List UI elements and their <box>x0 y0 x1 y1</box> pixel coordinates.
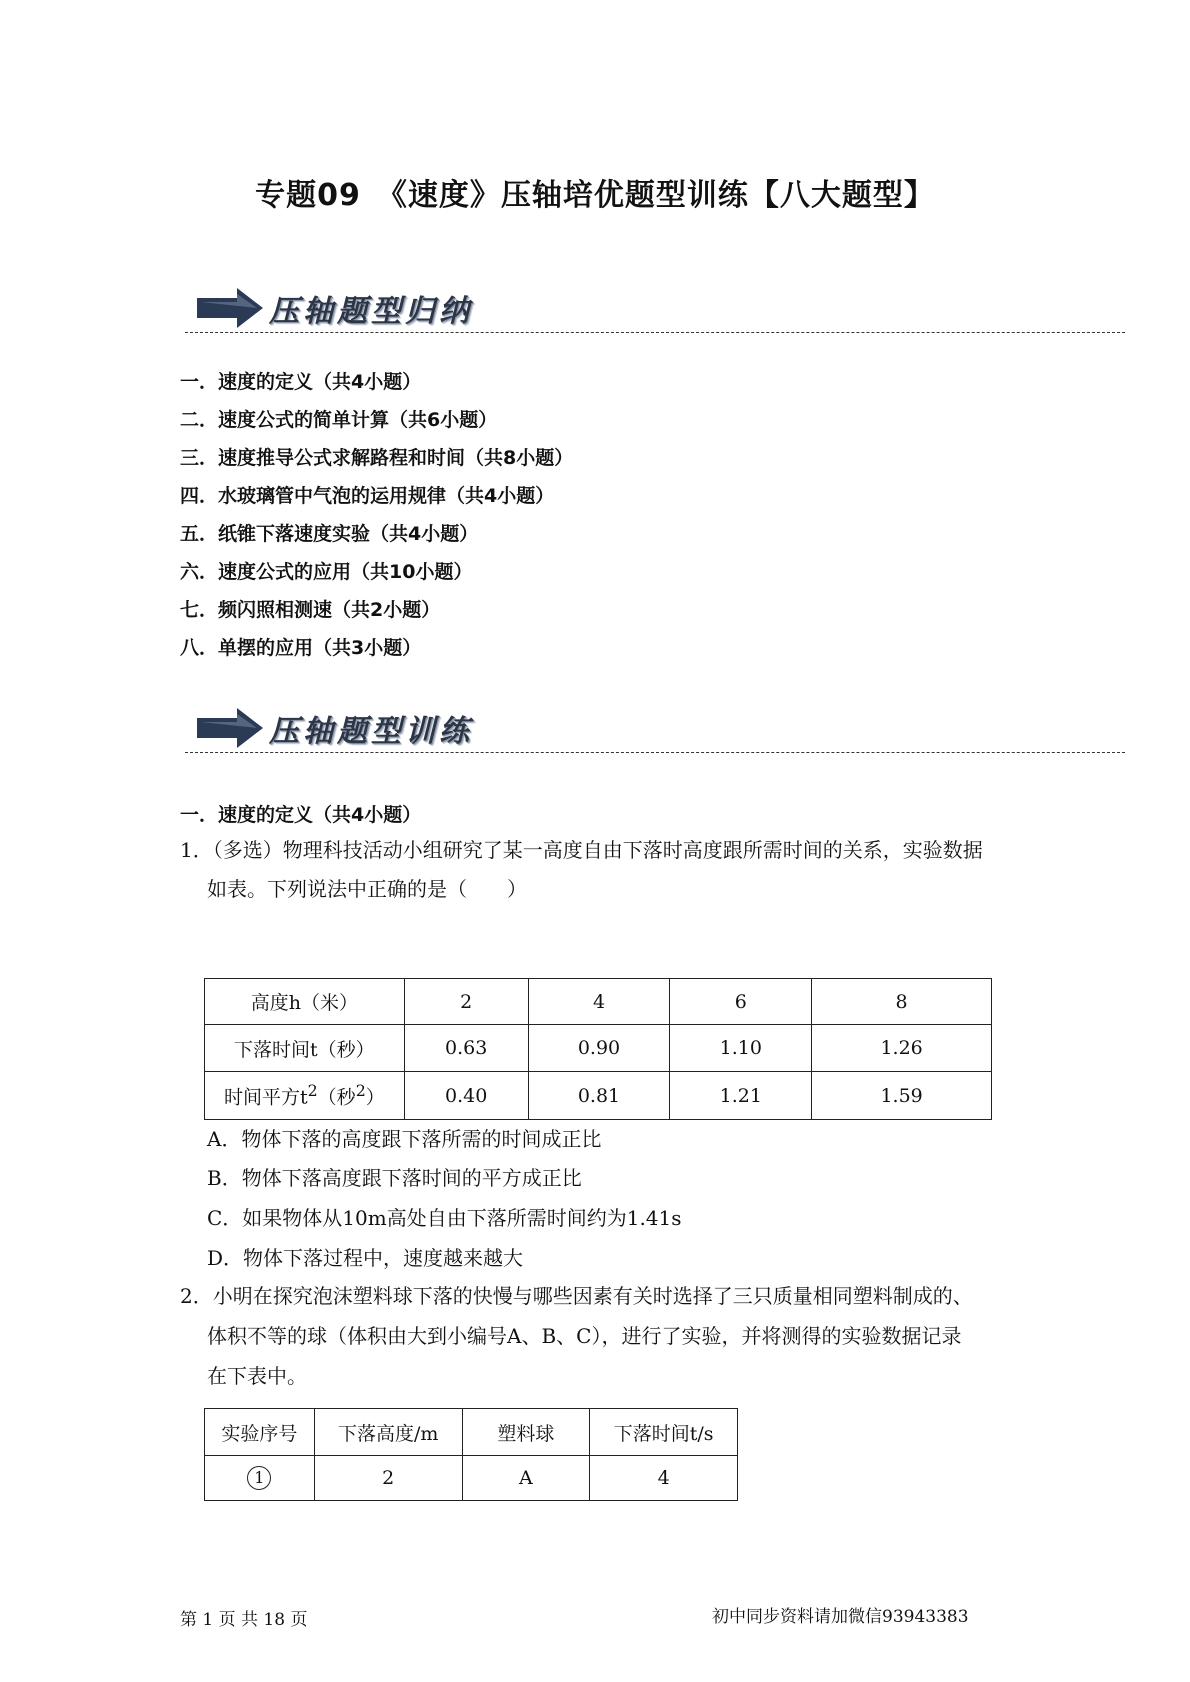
toc-item: 三．速度推导公式求解路程和时间（共8小题） <box>180 447 574 469</box>
table-cell-label <box>205 1072 405 1120</box>
table-cell: 高度h（米） <box>205 979 405 1025</box>
superscript: 2 <box>307 1081 318 1101</box>
toc-item: 一．速度的定义（共4小题） <box>180 371 422 393</box>
table-cell: A <box>462 1456 590 1501</box>
page-title: 专题09 《速度》压轴培优题型训练【八大题型】 <box>255 178 935 213</box>
table-cell: 2 <box>404 979 528 1025</box>
table-row <box>205 1456 738 1501</box>
question-2-text: 2．小明在探究泡沫塑料球下落的快慢与哪些因素有关时选择了三只质量相同塑料制成的、 <box>180 1284 973 1308</box>
table-row <box>205 1409 738 1456</box>
table-cell: 2 <box>314 1456 462 1501</box>
table-cell: 1.59 <box>812 1072 992 1120</box>
option-c: C．如果物体从10m高处自由下落所需时间约为1.41s <box>207 1206 682 1230</box>
banner-training <box>185 700 1125 760</box>
arrow-icon <box>197 708 263 748</box>
section-heading: 一．速度的定义（共4小题） <box>180 804 422 826</box>
table-header-cell: 下落时间t/s <box>590 1409 738 1456</box>
data-table-q2 <box>204 1408 738 1501</box>
dashed-divider <box>185 752 1125 753</box>
label-text: ） <box>365 1086 385 1109</box>
option-a: A．物体下落的高度跟下落所需的时间成正比 <box>207 1127 602 1151</box>
option-b: B．物体下落高度跟下落时间的平方成正比 <box>207 1166 582 1190</box>
table-cell: 1.26 <box>812 1025 992 1072</box>
table-cell: 0.63 <box>404 1025 528 1072</box>
circled-number: 1 <box>247 1466 271 1490</box>
table-cell: 0.90 <box>528 1025 670 1072</box>
table-cell: 6 <box>670 979 812 1025</box>
table-row <box>205 1072 992 1120</box>
label-text: 时间平方t <box>223 1086 308 1109</box>
table-cell <box>205 1456 315 1501</box>
dashed-divider <box>185 332 1125 333</box>
toc-item: 二．速度公式的简单计算（共6小题） <box>180 409 498 431</box>
superscript: 2 <box>355 1081 366 1101</box>
table-cell: 4 <box>590 1456 738 1501</box>
banner-summary-label: 压轴题型归纳 <box>269 294 473 329</box>
toc-item: 五．纸锥下落速度实验（共4小题） <box>180 523 479 545</box>
table-cell: 1.21 <box>670 1072 812 1120</box>
toc-item: 四．水玻璃管中气泡的运用规律（共4小题） <box>180 485 555 507</box>
toc-item: 八．单摆的应用（共3小题） <box>180 637 422 659</box>
label-text: （秒 <box>317 1086 356 1109</box>
table-cell: 8 <box>812 979 992 1025</box>
table-row <box>205 1025 992 1072</box>
table-header-cell: 实验序号 <box>205 1409 315 1456</box>
toc-item: 六．速度公式的应用（共10小题） <box>180 561 473 583</box>
table-row <box>205 979 992 1025</box>
option-d: D．物体下落过程中，速度越来越大 <box>207 1246 524 1270</box>
table-cell: 0.81 <box>528 1072 670 1120</box>
toc-item: 七．频闪照相测速（共2小题） <box>180 599 441 621</box>
question-1-text-cont: 如表。下列说法中正确的是（ ） <box>207 877 527 901</box>
footer-note: 初中同步资料请加微信93943383 <box>712 1607 969 1627</box>
banner-summary <box>185 280 1125 340</box>
question-2-text-cont: 在下表中。 <box>207 1364 307 1388</box>
table-header-cell: 塑料球 <box>462 1409 590 1456</box>
table-cell: 0.40 <box>404 1072 528 1120</box>
page-number: 第 1 页 共 18 页 <box>180 1610 308 1630</box>
question-1-text: 1．（多选）物理科技活动小组研究了某一高度自由下落时高度跟所需时间的关系，实验数据 <box>180 838 983 862</box>
table-cell: 1.10 <box>670 1025 812 1072</box>
question-2-text-cont: 体积不等的球（体积由大到小编号A、B、C），进行了实验，并将测得的实验数据记录 <box>207 1324 962 1348</box>
table-cell: 4 <box>528 979 670 1025</box>
banner-training-label: 压轴题型训练 <box>269 714 473 749</box>
table-cell: 下落时间t（秒） <box>205 1025 405 1072</box>
table-header-cell: 下落高度/m <box>314 1409 462 1456</box>
data-table-q1 <box>204 978 992 1120</box>
arrow-icon <box>197 288 263 328</box>
